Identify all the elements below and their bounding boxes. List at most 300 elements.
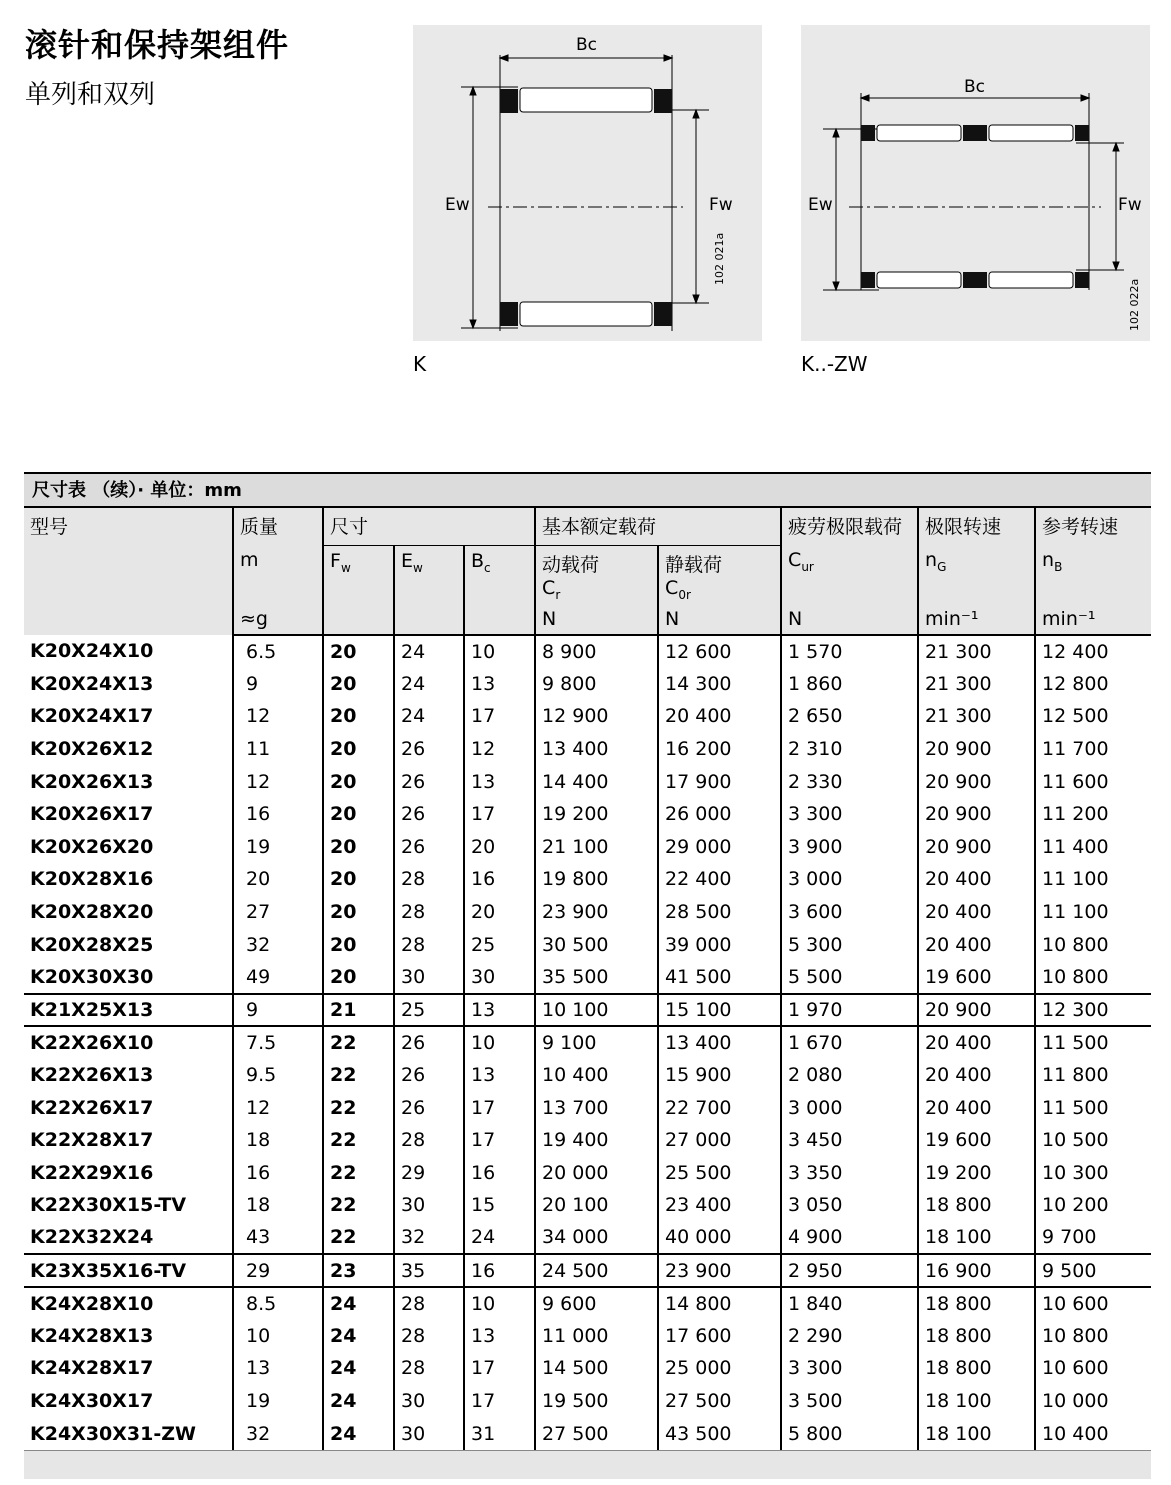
cell-fw: 22 (323, 1026, 394, 1059)
cell-m: 12 (233, 700, 323, 733)
cell-ew: 26 (394, 1091, 464, 1124)
cell-cr: 13 400 (535, 733, 658, 766)
table-row (24, 961, 1151, 994)
cell-cr: 23 900 (535, 896, 658, 929)
cell-ew: 28 (394, 1352, 464, 1385)
header-dims: 尺寸 (323, 507, 535, 545)
cell-ew: 26 (394, 798, 464, 831)
cell-cr: 8 900 (535, 635, 658, 668)
cell-ng: 19 600 (918, 961, 1035, 994)
cell-cur: 3 300 (781, 798, 918, 831)
cell-nb: 12 300 (1035, 994, 1151, 1027)
cell-c0r: 25 500 (658, 1157, 781, 1190)
cell-c0r: 22 400 (658, 863, 781, 896)
cell-cur: 2 330 (781, 765, 918, 798)
cell-bc: 13 (464, 765, 535, 798)
cell-m: 9 (233, 668, 323, 701)
cell-cr: 24 500 (535, 1254, 658, 1287)
cell-fw: 20 (323, 863, 394, 896)
cell-ng: 18 100 (918, 1385, 1035, 1418)
cell-fw: 20 (323, 668, 394, 701)
dim-bc-label: Bc (576, 35, 598, 55)
cell-bc: 13 (464, 994, 535, 1027)
table-row (24, 928, 1151, 961)
header-bc: $B_c$ (464, 545, 535, 635)
header-limit-sub: $n_G$ min⁻¹ (918, 545, 1035, 635)
cell-nb: 10 000 (1035, 1385, 1151, 1418)
cell-nb: 10 600 (1035, 1352, 1151, 1385)
cell-cr: 34 000 (535, 1222, 658, 1255)
cell-fw: 24 (323, 1319, 394, 1352)
figure-code: 102 021a (713, 232, 726, 285)
cell-nb: 9 700 (1035, 1222, 1151, 1255)
cell-bc: 10 (464, 635, 535, 668)
cell-ng: 20 400 (918, 863, 1035, 896)
cell-cr: 19 800 (535, 863, 658, 896)
cell-m: 20 (233, 863, 323, 896)
cell-bc: 17 (464, 1124, 535, 1157)
cell-bc: 20 (464, 831, 535, 864)
table-row (24, 1222, 1151, 1255)
cell-cr: 9 600 (535, 1287, 658, 1320)
cell-model: K20X26X13 (30, 770, 154, 793)
cell-nb: 11 100 (1035, 896, 1151, 929)
cell-model: K20X26X20 (30, 835, 154, 858)
cell-nb: 12 400 (1035, 635, 1151, 668)
cell-cur: 2 080 (781, 1059, 918, 1092)
cell-m: 16 (233, 798, 323, 831)
cell-m: 9.5 (233, 1059, 323, 1092)
cell-cur: 4 900 (781, 1222, 918, 1255)
cell-c0r: 39 000 (658, 928, 781, 961)
cell-cr: 19 200 (535, 798, 658, 831)
cell-c0r: 15 900 (658, 1059, 781, 1092)
cell-fw: 22 (323, 1222, 394, 1255)
table-row (24, 1059, 1151, 1092)
cell-cr: 13 700 (535, 1091, 658, 1124)
cell-ng: 20 900 (918, 994, 1035, 1027)
cell-ew: 24 (394, 635, 464, 668)
cell-bc: 20 (464, 896, 535, 929)
cell-cr: 20 100 (535, 1189, 658, 1222)
cell-m: 19 (233, 831, 323, 864)
cell-model: K20X26X12 (30, 738, 154, 761)
table-row (24, 798, 1151, 831)
cell-m: 32 (233, 928, 323, 961)
cell-ew: 26 (394, 831, 464, 864)
cell-cr: 9 100 (535, 1026, 658, 1059)
dim-fw-label: Fw (1118, 195, 1142, 215)
cell-cur: 3 050 (781, 1189, 918, 1222)
cell-model: K20X26X17 (30, 803, 154, 826)
cell-bc: 24 (464, 1222, 535, 1255)
cell-c0r: 13 400 (658, 1026, 781, 1059)
cell-cr: 14 400 (535, 765, 658, 798)
cell-model: K24X28X13 (30, 1324, 154, 1347)
figure-code: 102 022a (1128, 278, 1141, 331)
cell-nb: 11 800 (1035, 1059, 1151, 1092)
cell-fw: 20 (323, 765, 394, 798)
cell-c0r: 29 000 (658, 831, 781, 864)
cell-m: 6.5 (233, 635, 323, 668)
cell-cur: 5 800 (781, 1417, 918, 1450)
table-row (24, 1287, 1151, 1320)
cell-cr: 11 000 (535, 1319, 658, 1352)
cell-ng: 20 900 (918, 831, 1035, 864)
cell-model: K24X28X17 (30, 1357, 154, 1380)
header-model: 型号 (24, 507, 233, 635)
cell-c0r: 23 400 (658, 1189, 781, 1222)
cell-ew: 25 (394, 994, 464, 1027)
cell-model: K22X26X10 (24, 1026, 233, 1059)
figure-k-drawing (413, 25, 762, 341)
table-row (24, 863, 1151, 896)
cell-cur: 3 350 (781, 1157, 918, 1190)
cell-c0r: 28 500 (658, 896, 781, 929)
cell-ew: 28 (394, 1124, 464, 1157)
cell-ew: 30 (394, 1189, 464, 1222)
cell-fw: 20 (323, 928, 394, 961)
cell-ng: 20 400 (918, 1026, 1035, 1059)
cell-m: 8.5 (233, 1287, 323, 1320)
cell-nb: 12 500 (1035, 700, 1151, 733)
cell-c0r: 17 600 (658, 1319, 781, 1352)
cell-bc: 25 (464, 928, 535, 961)
table-footer-bar (24, 1450, 1151, 1479)
cell-m: 11 (233, 733, 323, 766)
cell-model: K20X28X25 (30, 933, 154, 956)
header-fatigue-sub: $C_{ur}$ N (781, 545, 918, 635)
cell-ew: 30 (394, 1385, 464, 1418)
cell-cur: 2 290 (781, 1319, 918, 1352)
cell-cur: 3 600 (781, 896, 918, 929)
cell-nb: 11 400 (1035, 831, 1151, 864)
cell-ew: 35 (394, 1254, 464, 1287)
cell-cur: 1 970 (781, 994, 918, 1027)
table-row (24, 994, 1151, 1027)
cell-cur: 2 650 (781, 700, 918, 733)
cell-ng: 20 400 (918, 928, 1035, 961)
cell-cr: 21 100 (535, 831, 658, 864)
cell-fw: 20 (323, 831, 394, 864)
cell-model: K20X30X30 (30, 965, 154, 988)
table-row (24, 831, 1151, 864)
cell-ew: 28 (394, 928, 464, 961)
cell-c0r: 27 000 (658, 1124, 781, 1157)
table-row (24, 896, 1151, 929)
cell-fw: 20 (323, 961, 394, 994)
cell-cr: 30 500 (535, 928, 658, 961)
cell-m: 19 (233, 1385, 323, 1418)
cell-model: K22X29X16 (30, 1161, 154, 1184)
cell-m: 43 (233, 1222, 323, 1255)
cell-bc: 13 (464, 1059, 535, 1092)
table-row (24, 1124, 1151, 1157)
cell-cur: 2 950 (781, 1254, 918, 1287)
cell-ng: 21 300 (918, 635, 1035, 668)
cell-cr: 19 400 (535, 1124, 658, 1157)
cell-model: K22X26X17 (30, 1096, 154, 1119)
cell-fw: 20 (323, 896, 394, 929)
table-row (24, 668, 1151, 701)
cell-nb: 11 500 (1035, 1026, 1151, 1059)
cell-fw: 20 (323, 733, 394, 766)
cell-cur: 3 000 (781, 863, 918, 896)
cell-cr: 10 400 (535, 1059, 658, 1092)
table-row (24, 700, 1151, 733)
cell-ew: 28 (394, 863, 464, 896)
cell-m: 18 (233, 1124, 323, 1157)
cell-m: 27 (233, 896, 323, 929)
cell-ng: 19 600 (918, 1124, 1035, 1157)
cell-m: 16 (233, 1157, 323, 1190)
cell-ng: 21 300 (918, 700, 1035, 733)
cell-fw: 22 (323, 1157, 394, 1190)
table-row (24, 765, 1151, 798)
cell-model: K24X30X31-ZW (30, 1422, 196, 1445)
cell-ew: 24 (394, 700, 464, 733)
cell-cur: 1 570 (781, 635, 918, 668)
dim-ew-label: Ew (445, 195, 470, 215)
cell-ng: 16 900 (918, 1254, 1035, 1287)
table-row (24, 1189, 1151, 1222)
cell-fw: 24 (323, 1352, 394, 1385)
page-title: 滚针和保持架组件 (25, 26, 290, 64)
cell-nb: 11 200 (1035, 798, 1151, 831)
cell-c0r: 20 400 (658, 700, 781, 733)
cell-cur: 3 450 (781, 1124, 918, 1157)
cell-cr: 12 900 (535, 700, 658, 733)
cell-bc: 17 (464, 1091, 535, 1124)
cell-fw: 22 (323, 1059, 394, 1092)
cell-ng: 18 100 (918, 1417, 1035, 1450)
cell-model: K24X28X10 (24, 1287, 233, 1320)
cell-model: K24X30X17 (30, 1389, 154, 1412)
table-row (24, 1319, 1151, 1352)
dimension-table (24, 472, 1151, 1479)
cell-cur: 1 860 (781, 668, 918, 701)
header-ref-sub: $n_B$ min⁻¹ (1035, 545, 1151, 635)
cell-bc: 12 (464, 733, 535, 766)
cell-nb: 10 300 (1035, 1157, 1151, 1190)
cell-nb: 11 600 (1035, 765, 1151, 798)
cell-cur: 3 900 (781, 831, 918, 864)
cell-ng: 20 400 (918, 1091, 1035, 1124)
cell-model: K22X32X24 (30, 1226, 154, 1249)
cell-cr: 14 500 (535, 1352, 658, 1385)
cell-c0r: 16 200 (658, 733, 781, 766)
cell-fw: 21 (323, 994, 394, 1027)
cell-nb: 10 200 (1035, 1189, 1151, 1222)
cell-ew: 32 (394, 1222, 464, 1255)
cell-m: 49 (233, 961, 323, 994)
cell-bc: 17 (464, 700, 535, 733)
header-dyn: 动载荷 $C_r$ N (535, 545, 658, 635)
cell-cr: 35 500 (535, 961, 658, 994)
cell-model: K20X28X16 (30, 868, 154, 891)
cell-nb: 11 700 (1035, 733, 1151, 766)
cell-ew: 29 (394, 1157, 464, 1190)
cell-fw: 20 (323, 700, 394, 733)
cell-model: K20X28X20 (30, 901, 154, 924)
table-row (24, 1352, 1151, 1385)
cell-nb: 12 800 (1035, 668, 1151, 701)
cell-c0r: 17 900 (658, 765, 781, 798)
table-row (24, 1026, 1151, 1059)
cell-bc: 10 (464, 1026, 535, 1059)
figure-k (413, 25, 762, 341)
cell-nb: 10 800 (1035, 1319, 1151, 1352)
table-row (24, 635, 1151, 668)
cell-c0r: 26 000 (658, 798, 781, 831)
table-caption: 尺寸表 （续）· 单位：mm (24, 472, 1151, 506)
cell-ng: 18 100 (918, 1222, 1035, 1255)
figure-k-zw-drawing (801, 25, 1150, 341)
cell-c0r: 22 700 (658, 1091, 781, 1124)
cell-fw: 24 (323, 1385, 394, 1418)
cell-bc: 31 (464, 1417, 535, 1450)
cell-c0r: 14 800 (658, 1287, 781, 1320)
cell-bc: 15 (464, 1189, 535, 1222)
cell-ew: 28 (394, 1287, 464, 1320)
cell-model: K22X28X17 (30, 1129, 154, 1152)
cell-model: K20X24X17 (30, 705, 154, 728)
cell-cr: 10 100 (535, 994, 658, 1027)
cell-m: 9 (233, 994, 323, 1027)
cell-nb: 10 400 (1035, 1417, 1151, 1450)
cell-model: K23X35X16-TV (24, 1254, 233, 1287)
cell-ng: 18 800 (918, 1287, 1035, 1320)
figure-k-label: K (413, 352, 427, 376)
header-load: 基本额定载荷 (535, 507, 781, 545)
cell-model: K20X24X13 (30, 672, 154, 695)
cell-nb: 11 500 (1035, 1091, 1151, 1124)
cell-cur: 3 500 (781, 1385, 918, 1418)
cell-ng: 18 800 (918, 1352, 1035, 1385)
cell-fw: 22 (323, 1124, 394, 1157)
cell-fw: 20 (323, 635, 394, 668)
cell-bc: 16 (464, 863, 535, 896)
cell-ew: 26 (394, 733, 464, 766)
table-row (24, 1385, 1151, 1418)
cell-c0r: 27 500 (658, 1385, 781, 1418)
table-row (24, 1254, 1151, 1287)
cell-c0r: 25 000 (658, 1352, 781, 1385)
cell-ng: 21 300 (918, 668, 1035, 701)
cell-c0r: 15 100 (658, 994, 781, 1027)
dim-ew-label: Ew (808, 195, 833, 215)
cell-bc: 17 (464, 1352, 535, 1385)
table-row (24, 1417, 1151, 1450)
cell-bc: 16 (464, 1254, 535, 1287)
cell-fw: 24 (323, 1287, 394, 1320)
cell-ng: 20 900 (918, 733, 1035, 766)
cell-ng: 20 900 (918, 798, 1035, 831)
cell-fw: 23 (323, 1254, 394, 1287)
cell-cr: 27 500 (535, 1417, 658, 1450)
cell-ng: 18 800 (918, 1319, 1035, 1352)
cell-cur: 1 670 (781, 1026, 918, 1059)
header-ref: 参考转速 (1035, 507, 1151, 545)
cell-c0r: 41 500 (658, 961, 781, 994)
cell-fw: 22 (323, 1189, 394, 1222)
cell-m: 32 (233, 1417, 323, 1450)
cell-cur: 5 300 (781, 928, 918, 961)
header-ew: $E_w$ (394, 545, 464, 635)
header-fw: $F_w$ (323, 545, 394, 635)
cell-ng: 19 200 (918, 1157, 1035, 1190)
cell-bc: 13 (464, 668, 535, 701)
cell-c0r: 43 500 (658, 1417, 781, 1450)
cell-ew: 30 (394, 961, 464, 994)
cell-ew: 26 (394, 1026, 464, 1059)
cell-bc: 30 (464, 961, 535, 994)
header-stat: 静载荷 $C_{0r}$ N (658, 545, 781, 635)
cell-c0r: 23 900 (658, 1254, 781, 1287)
cell-m: 18 (233, 1189, 323, 1222)
figure-k-zw-label: K..-ZW (801, 352, 868, 376)
cell-model: K22X26X13 (30, 1064, 154, 1087)
cell-c0r: 40 000 (658, 1222, 781, 1255)
cell-bc: 16 (464, 1157, 535, 1190)
cell-ew: 26 (394, 765, 464, 798)
cell-bc: 13 (464, 1319, 535, 1352)
cell-cur: 3 000 (781, 1091, 918, 1124)
cell-model: K21X25X13 (24, 994, 233, 1027)
cell-bc: 17 (464, 798, 535, 831)
cell-ng: 20 400 (918, 896, 1035, 929)
cell-fw: 24 (323, 1417, 394, 1450)
cell-bc: 17 (464, 1385, 535, 1418)
figure-k-zw (801, 25, 1150, 341)
cell-m: 12 (233, 765, 323, 798)
cell-nb: 10 800 (1035, 928, 1151, 961)
cell-fw: 22 (323, 1091, 394, 1124)
cell-cr: 9 800 (535, 668, 658, 701)
cell-m: 7.5 (233, 1026, 323, 1059)
cell-model: K20X24X10 (30, 640, 154, 663)
cell-ew: 28 (394, 896, 464, 929)
table-row (24, 1091, 1151, 1124)
cell-bc: 10 (464, 1287, 535, 1320)
cell-fw: 20 (323, 798, 394, 831)
header-mass-sub: m ≈g (233, 545, 323, 635)
header-fatigue: 疲劳极限载荷 (781, 507, 918, 545)
cell-cur: 1 840 (781, 1287, 918, 1320)
dim-fw-label: Fw (709, 195, 733, 215)
cell-ng: 18 800 (918, 1189, 1035, 1222)
header-limit: 极限转速 (918, 507, 1035, 545)
cell-model: K22X30X15-TV (30, 1194, 187, 1217)
cell-m: 29 (233, 1254, 323, 1287)
cell-ew: 28 (394, 1319, 464, 1352)
cell-m: 13 (233, 1352, 323, 1385)
cell-cur: 3 300 (781, 1352, 918, 1385)
cell-ew: 26 (394, 1059, 464, 1092)
cell-nb: 10 800 (1035, 961, 1151, 994)
cell-nb: 11 100 (1035, 863, 1151, 896)
cell-ew: 24 (394, 668, 464, 701)
cell-cr: 20 000 (535, 1157, 658, 1190)
cell-m: 10 (233, 1319, 323, 1352)
header-mass: 质量 (233, 507, 323, 545)
page-subtitle: 单列和双列 (25, 80, 156, 110)
cell-c0r: 14 300 (658, 668, 781, 701)
cell-ng: 20 900 (918, 765, 1035, 798)
cell-m: 12 (233, 1091, 323, 1124)
cell-cur: 5 500 (781, 961, 918, 994)
cell-c0r: 12 600 (658, 635, 781, 668)
